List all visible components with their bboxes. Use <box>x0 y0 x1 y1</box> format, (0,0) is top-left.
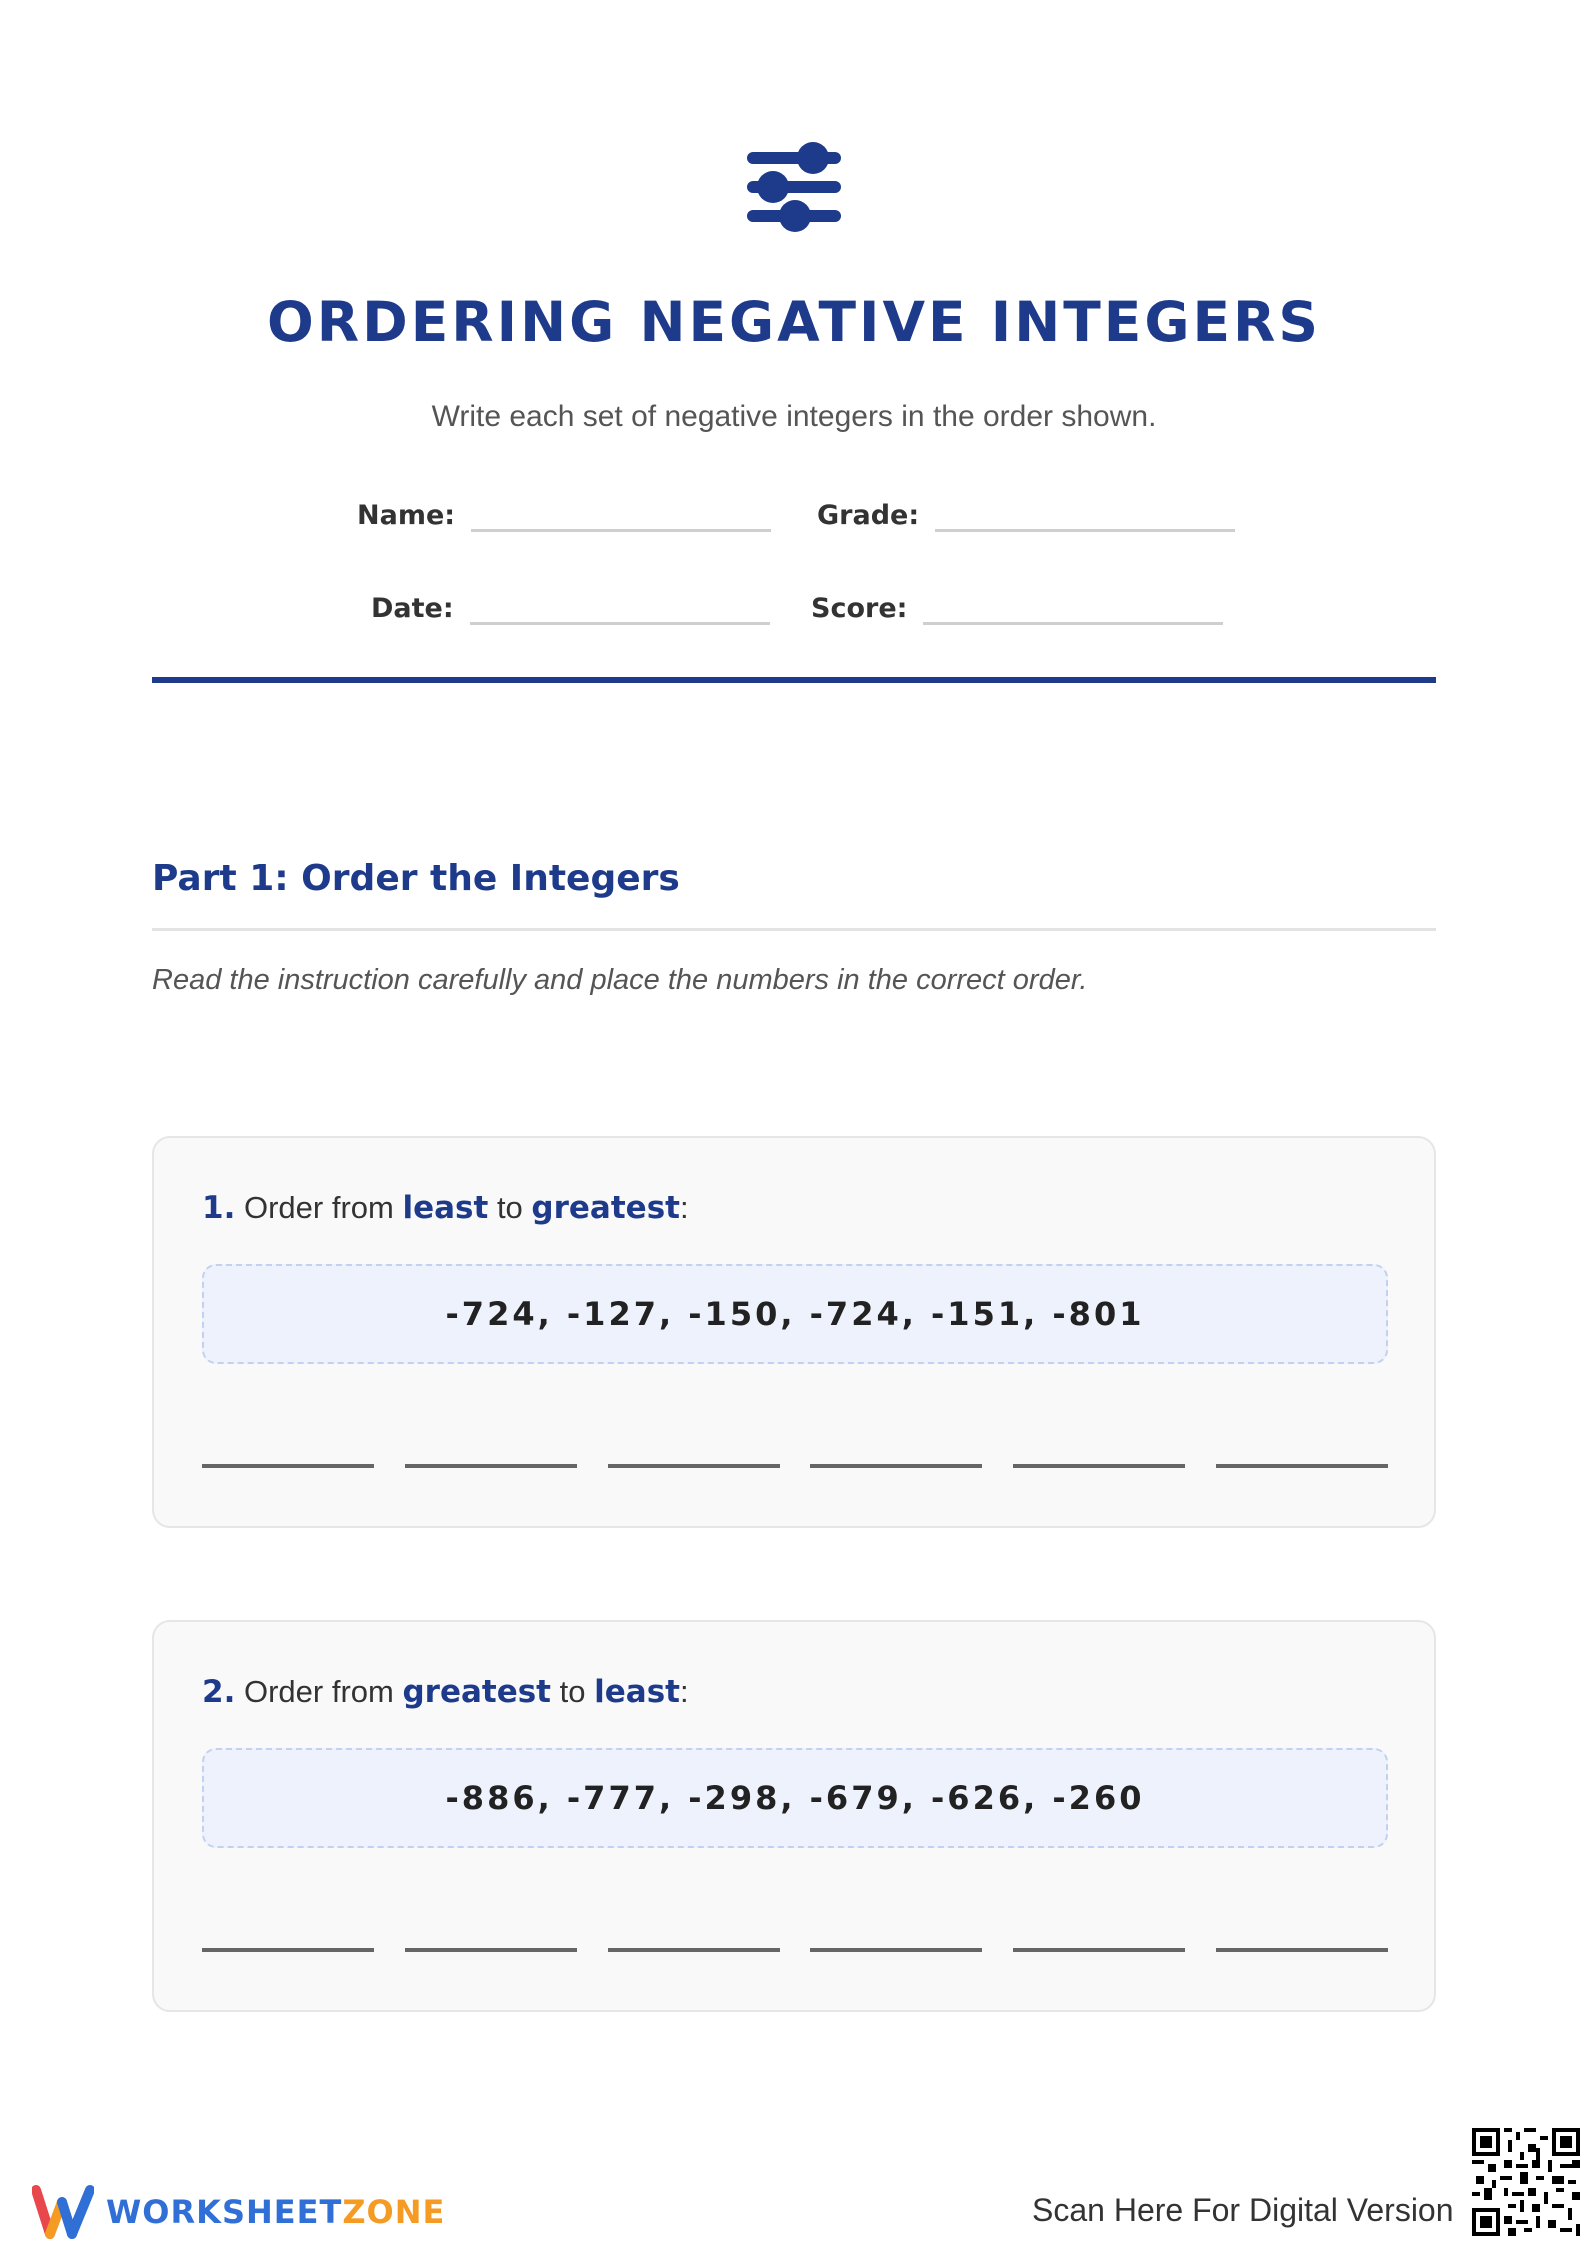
number-set: -886, -777, -298, -679, -626, -260 <box>202 1748 1388 1848</box>
question-card <box>152 1136 1436 1528</box>
question-prefix: Order from <box>243 1674 394 1709</box>
name-label: Name: <box>357 500 456 531</box>
question-keyword-first: least <box>402 1190 489 1226</box>
grade-label: Grade: <box>817 500 920 531</box>
answer-blank[interactable] <box>810 1948 982 1952</box>
score-line[interactable] <box>923 590 1223 625</box>
date-line[interactable] <box>470 590 770 625</box>
question-keyword-first: greatest <box>402 1674 552 1710</box>
section-description: Read the instruction carefully and place the numbers in the correct order. <box>152 964 1088 996</box>
question-text <box>202 1674 689 1710</box>
answer-blank[interactable] <box>1216 1464 1388 1468</box>
answer-blank[interactable] <box>202 1948 374 1952</box>
answer-blanks <box>202 1464 1388 1468</box>
question-middle: to <box>496 1190 523 1225</box>
header-divider <box>152 677 1436 683</box>
worksheetzone-logo-icon <box>32 2184 94 2240</box>
scan-text: Scan Here For Digital Version <box>1032 2192 1454 2228</box>
question-card <box>152 1620 1436 2012</box>
score-label: Score: <box>811 593 908 624</box>
date-label: Date: <box>371 593 454 624</box>
name-line[interactable] <box>471 497 771 532</box>
answer-blank[interactable] <box>1216 1948 1388 1952</box>
number-set: -724, -127, -150, -724, -151, -801 <box>202 1264 1388 1364</box>
answer-blank[interactable] <box>405 1948 577 1952</box>
answer-blanks <box>202 1948 1388 1952</box>
worksheetzone-logo[interactable] <box>32 2184 445 2240</box>
logo-text: WORKSHEETZONE <box>106 2193 446 2231</box>
question-text <box>202 1190 689 1226</box>
score-field[interactable] <box>811 590 1223 625</box>
page-subtitle: Write each set of negative integers in the order shown. <box>431 400 1157 433</box>
date-field[interactable] <box>371 590 770 625</box>
sliders-icon <box>745 138 843 236</box>
page-title: ORDERING NEGATIVE INTEGERS <box>266 290 1322 354</box>
answer-blank[interactable] <box>202 1464 374 1468</box>
question-suffix: : <box>679 1674 689 1709</box>
question-suffix: : <box>679 1190 689 1225</box>
grade-line[interactable] <box>935 497 1235 532</box>
question-number: 2. <box>202 1674 236 1710</box>
question-keyword-second: least <box>594 1674 680 1710</box>
name-field[interactable] <box>357 497 771 532</box>
answer-blank[interactable] <box>608 1464 780 1468</box>
qr-code-icon[interactable] <box>1472 2128 1580 2236</box>
question-keyword-second: greatest <box>531 1190 680 1226</box>
section-title: Part 1: Order the Integers <box>152 858 680 899</box>
grade-field[interactable] <box>817 497 1235 532</box>
section-divider <box>152 928 1436 931</box>
answer-blank[interactable] <box>1013 1948 1185 1952</box>
answer-blank[interactable] <box>405 1464 577 1468</box>
question-prefix: Order from <box>243 1190 394 1225</box>
answer-blank[interactable] <box>1013 1464 1185 1468</box>
question-number: 1. <box>202 1190 236 1226</box>
answer-blank[interactable] <box>810 1464 982 1468</box>
answer-blank[interactable] <box>608 1948 780 1952</box>
question-middle: to <box>559 1674 586 1709</box>
